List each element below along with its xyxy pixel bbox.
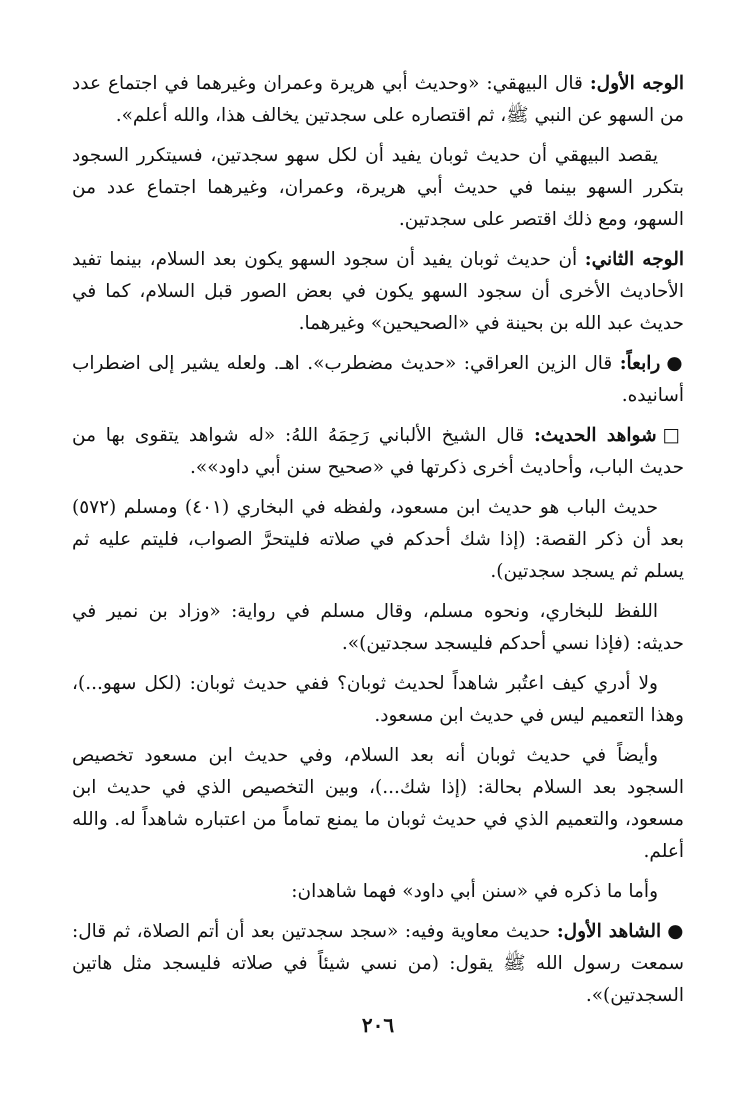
paragraph-fourthly <box>72 348 684 412</box>
paragraph-label: الشاهد الأول: <box>556 921 662 942</box>
paragraph-text: يقصد البيهقي أن حديث ثوبان يفيد أن لكل سهو سجدتين، فسيتكرر السجود بتكرر السهو بينما في حديث أبي هريرة، وعمران، وغيرهما اجتماع عدد من السهو، ومع ذلك اقتصر على سجدتين. <box>72 145 684 230</box>
paragraph-label: الوجه الثاني: <box>584 249 684 270</box>
page-number: ٢٠٦ <box>361 1013 395 1037</box>
paragraph-label: شواهد الحديث: <box>533 425 657 446</box>
paragraph-text: حديث الباب هو حديث ابن مسعود، ولفظه في البخاري (٤٠١) ومسلم (٥٧٢) بعد أن ذكر القصة: (إذا شك أحدكم في صلاته فليتحرَّ الصواب، فليتم عليه ثم يسلم ثم يسجد سجدتين). <box>72 497 685 582</box>
paragraph-objection <box>72 668 684 732</box>
paragraph-also <box>72 740 684 868</box>
paragraph-text: حديث معاوية وفيه: «سجد سجدتين بعد أن أتم الصلاة، ثم قال: سمعت رسول الله ﷺ يقول: (من نسي شيئاً في صلاته فليسجد مثل هاتين السجدتين)». <box>72 921 684 1006</box>
bullet-icon: ● <box>666 353 684 374</box>
paragraph-first-aspect <box>72 68 684 132</box>
paragraph-chapter-hadith <box>72 492 684 588</box>
paragraph-text: قال البيهقي: «وحديث أبي هريرة وعمران وغيرهما في اجتماع عدد من السهو عن النبي ﷺ، ثم اقتصاره على سجدتين يخالف هذا، والله أعلم». <box>72 73 684 126</box>
paragraph-text: قال الشيخ الألباني رَحِمَهُ اللهُ: «له شواهد يتقوى بها من حديث الباب، وأحاديث أخرى ذكرتها في «صحيح سنن أبي داود»». <box>72 425 684 478</box>
paragraph-text: وأيضاً في حديث ثوبان أنه بعد السلام، وفي حديث ابن مسعود تخصيص السجود بعد السلام بحالة: (إذا شك...)، وبين التخصيص الذي في حديث ابن مسعود، والتعميم الذي في حديث ثوبان ما يمنع تماماً من اعتباره شاهداً له. والله أعلم. <box>72 745 684 862</box>
paragraph-text: ولا أدري كيف اعتُبر شاهداً لحديث ثوبان؟ ففي حديث ثوبان: (لكل سهو...)، وهذا التعميم ليس في حديث ابن مسعود. <box>72 673 684 726</box>
bullet-icon: ● <box>667 921 684 942</box>
paragraph-explanation <box>72 140 684 236</box>
paragraph-label: رابعاً: <box>619 353 661 374</box>
paragraph-second-aspect <box>72 244 684 340</box>
paragraph-two-witnesses <box>72 876 684 908</box>
paragraph-label: الوجه الأول: <box>589 73 684 94</box>
square-bullet-icon: □ <box>662 425 684 446</box>
paragraph-wording <box>72 596 684 660</box>
paragraph-text: أن حديث ثوبان يفيد أن سجود السهو يكون بعد السلام، بينما تفيد الأحاديث الأخرى أن سجود السهو يكون في بعض الصور قبل السلام، كما في حديث عبد الله بن بحينة في «الصحيحين» وغيرهما. <box>72 249 684 334</box>
paragraph-hadith-witnesses <box>72 420 684 484</box>
paragraph-first-witness <box>72 916 684 1012</box>
paragraph-text: قال الزين العراقي: «حديث مضطرب». اهـ. ولعله يشير إلى اضطراب أسانيده. <box>72 353 684 406</box>
paragraph-text: وأما ما ذكره في «سنن أبي داود» فهما شاهدان: <box>291 881 658 902</box>
paragraph-text: اللفظ للبخاري، ونحوه مسلم، وقال مسلم في رواية: «وزاد بن نمير في حديثه: (فإذا نسي أحدكم فليسجد سجدتين)». <box>72 601 684 654</box>
page-content <box>72 68 684 1012</box>
